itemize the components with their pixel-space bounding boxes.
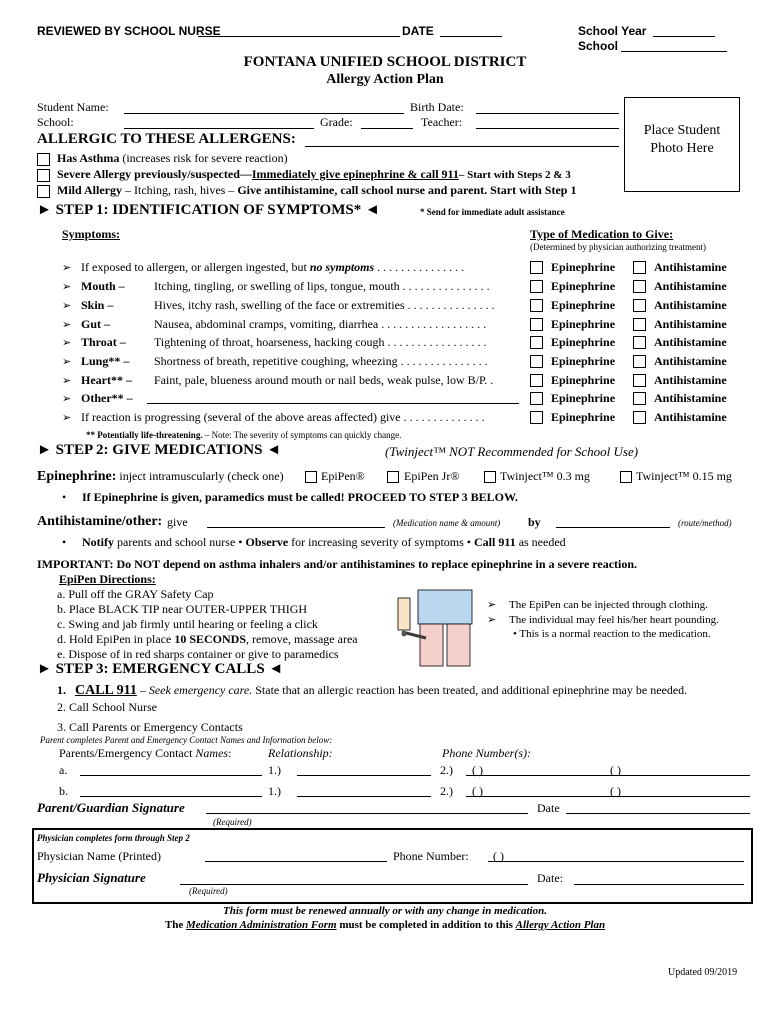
- header-school-label: School: [578, 39, 619, 53]
- reviewed-label: REVIEWED BY SCHOOL NURSE: [37, 24, 221, 38]
- contact-a-label: a.: [59, 763, 68, 777]
- parent-required: (Required): [213, 817, 252, 827]
- symptom-label: Gut –: [81, 317, 111, 331]
- antihistamine-checkbox[interactable]: [633, 392, 646, 405]
- parent-date-label: Date: [537, 801, 560, 815]
- symptom-bullet-icon: ➢: [62, 412, 72, 424]
- school-year-label: School Year: [578, 24, 647, 38]
- epipen-checkbox[interactable]: [305, 471, 317, 483]
- contact-b-label: b.: [59, 784, 68, 798]
- physician-signature-label: Physician Signature: [37, 870, 146, 885]
- severe-allergy-option: [57, 167, 571, 182]
- antihistamine-label: Antihistamine: [654, 391, 727, 405]
- epinephrine-checkbox[interactable]: [530, 374, 543, 387]
- physician-name-field[interactable]: [205, 861, 387, 862]
- symptom-bullet-icon: ➢: [62, 337, 72, 349]
- call-3: 3. Call Parents or Emergency Contacts: [57, 720, 243, 734]
- symptom-text-a: Tightening of throat, hoarseness, hacking cough: [154, 335, 385, 349]
- antihistamine-checkbox[interactable]: [633, 261, 646, 274]
- maf-mid: must be completed in addition to this: [336, 919, 516, 931]
- mild-a: Mild Allergy: [57, 183, 122, 197]
- step1-note: * Send for immediate adult assistance: [420, 207, 565, 217]
- important-note: IMPORTANT: Do NOT depend on asthma inhalers and/or antihistamines to replace epinephrine in a severe reaction.: [37, 557, 638, 571]
- teacher-label: Teacher:: [421, 115, 463, 129]
- epinephrine-checkbox[interactable]: [530, 261, 543, 274]
- notify-b: parents and school nurse •: [114, 535, 246, 549]
- teacher-field[interactable]: [476, 128, 619, 129]
- twinject-note: (Twinject™ NOT Recommended for School Use): [385, 444, 639, 459]
- dir-d: [57, 632, 358, 647]
- side-note-1: The EpiPen can be injected through clothing.: [509, 599, 708, 611]
- severe-b: Immediately give epinephrine & call 911: [251, 167, 459, 181]
- physician-note: Physician completes form through Step 2: [37, 833, 190, 843]
- mild-allergy-option: [57, 183, 576, 198]
- antihistamine-checkbox[interactable]: [633, 318, 646, 331]
- step1-heading: ► STEP 1: IDENTIFICATION OF SYMPTOMS* ◄: [37, 202, 380, 218]
- twinject-03-label: Twinject™ 0.3 mg: [500, 469, 590, 483]
- symptom-text-a: Itching, tingling, or swelling of lips, tongue, mouth: [154, 279, 400, 293]
- epinephrine-label: Epinephrine: [551, 391, 616, 405]
- symptom-bullet-icon: ➢: [62, 319, 72, 331]
- twinject-03-checkbox[interactable]: [484, 471, 496, 483]
- notify-bullet: [82, 535, 566, 550]
- col-names-a: Parents/Emergency Contact: [59, 746, 196, 760]
- contact-a-phone[interactable]: [466, 775, 750, 776]
- photo-line-2: Photo Here: [650, 141, 714, 156]
- epi-label: Epinephrine:: [37, 469, 117, 484]
- symptom-dots: . . . . . . . . . . . . . . .: [397, 354, 488, 368]
- symptom-text: [154, 298, 495, 313]
- symptom-label: Lung** –: [81, 354, 130, 368]
- symptom-text: [154, 335, 487, 350]
- epinephrine-checkbox[interactable]: [530, 318, 543, 331]
- renew-note: This form must be renewed annually or with any change in medication.: [223, 905, 547, 917]
- notify-e: Call 911: [474, 535, 516, 549]
- contact-a-relationship[interactable]: [297, 775, 431, 776]
- dir-d-b: 10 SECONDS: [174, 632, 246, 646]
- parent-date-field[interactable]: [566, 813, 750, 814]
- symptom-label: Heart** –: [81, 373, 132, 387]
- symptom-dots: . . . . . . . . . . . . . . . . . .: [378, 317, 487, 331]
- header-date-line[interactable]: [440, 36, 502, 37]
- epinephrine-checkbox[interactable]: [530, 280, 543, 293]
- student-name-field[interactable]: [124, 113, 404, 114]
- symptom-dots: . . . . . . . . . . . . . . .: [404, 298, 495, 312]
- symptom-bullet-icon: ➢: [62, 393, 72, 405]
- anti-give: give: [167, 515, 188, 529]
- photo-box[interactable]: [624, 97, 740, 192]
- symptom-text-a: If exposed to allergen, or allergen ingested, but: [81, 260, 310, 274]
- symptom-dots: . . . . . . . . . . . . . .: [400, 410, 485, 424]
- symptom-text-a: Nausea, abdominal cramps, vomiting, diarrhea: [154, 317, 379, 331]
- allergens-heading: ALLERGIC TO THESE ALLERGENS:: [37, 131, 296, 147]
- antihistamine-label: Antihistamine: [654, 279, 727, 293]
- symptom-bullet-icon: ➢: [62, 262, 72, 274]
- anti-med-note: (Medication name & amount): [393, 518, 501, 528]
- maf-note: [0, 919, 770, 931]
- notify-c: Observe: [245, 535, 289, 549]
- dir-a: a. Pull off the GRAY Safety Cap: [57, 587, 214, 601]
- col-relationship: Relationship:: [268, 746, 333, 760]
- antihistamine-label: Antihistamine: [654, 373, 727, 387]
- epinephrine-label: Epinephrine: [551, 373, 616, 387]
- antihistamine-checkbox[interactable]: [633, 355, 646, 368]
- notify-f: as needed: [515, 535, 566, 549]
- dir-c: c. Swing and jab firmly until hearing or feeling a click: [57, 617, 318, 631]
- asthma-rest: (increases risk for severe reaction): [119, 151, 288, 165]
- notify-d: for increasing severity of symptoms •: [288, 535, 475, 549]
- footnote-a: ** Potentially life-threatening.: [86, 430, 203, 440]
- contact-a-n1: 1.): [268, 763, 281, 777]
- symptom-text: [154, 354, 488, 369]
- step3-heading: ► STEP 3: EMERGENCY CALLS ◄: [37, 661, 284, 677]
- med-type-label: Type of Medication to Give:: [530, 227, 674, 241]
- shorts-shape: [418, 590, 472, 624]
- anti-route-field[interactable]: [556, 527, 670, 528]
- physician-date-field[interactable]: [574, 884, 744, 885]
- aap-link[interactable]: Allergy Action Plan: [515, 919, 606, 931]
- antihistamine-label: Antihistamine: [654, 410, 727, 424]
- side-arrow-1: ➢: [487, 599, 497, 611]
- epipen-jr-label: EpiPen Jr®: [404, 469, 460, 483]
- symptom-bullet-icon: ➢: [62, 356, 72, 368]
- plan-title: Allergy Action Plan: [326, 72, 444, 87]
- symptom-dots: . . . . . . . . . . . . . . .: [374, 260, 465, 274]
- mild-allergy-checkbox[interactable]: [37, 185, 50, 198]
- call1-c: State that an allergic reaction has been treated, and additional epinephrine may be needed.: [252, 683, 688, 697]
- grade-field[interactable]: [361, 128, 413, 129]
- dir-b: b. Place BLACK TIP near OUTER-UPPER THIGH: [57, 602, 308, 616]
- epinephrine-checkbox[interactable]: [530, 336, 543, 349]
- epi-line: [37, 468, 284, 485]
- severe-a: Severe Allergy previously/suspected—: [57, 167, 252, 181]
- symptom-text-a: Faint, pale, blueness around mouth or nail beds, weak pulse, low B/P. .: [154, 373, 494, 387]
- call1-a: CALL 911: [75, 683, 137, 698]
- antihistamine-checkbox[interactable]: [633, 374, 646, 387]
- contact-a-paren-2: ( ): [610, 763, 621, 777]
- epipen-label: EpiPen®: [321, 469, 365, 483]
- physician-phone-field[interactable]: [488, 861, 744, 862]
- footnote: [86, 430, 401, 440]
- contact-b-paren-1: ( ): [472, 784, 483, 798]
- anti-route-note: (route/method): [678, 518, 732, 528]
- physician-name-label: Physician Name (Printed): [37, 849, 161, 863]
- photo-line-1: Place Student: [643, 123, 721, 138]
- school-label: School:: [37, 115, 74, 129]
- antihistamine-label: Antihistamine: [654, 298, 727, 312]
- call-2: 2. Call School Nurse: [57, 700, 157, 714]
- call1-b: – Seek emergency care.: [136, 683, 253, 697]
- symptom-label: Skin –: [81, 298, 114, 312]
- epipen-jr-checkbox[interactable]: [387, 471, 399, 483]
- col-names: Parents/Emergency Contact Names:: [59, 746, 232, 760]
- physician-phone-paren: ( ): [493, 849, 504, 863]
- epinephrine-label: Epinephrine: [551, 279, 616, 293]
- epi-rest: inject intramuscularly (check one): [116, 469, 284, 483]
- contact-b-name[interactable]: [80, 796, 262, 797]
- header-date-label: DATE: [402, 24, 434, 38]
- bullet-dot-2: •: [62, 535, 67, 549]
- antihistamine-label: Antihistamine: [654, 260, 727, 274]
- contact-a-paren-1: ( ): [472, 763, 483, 777]
- antihistamine-label: Antihistamine: [654, 335, 727, 349]
- symptom-dots: . . . . . . . . . . . . . . .: [399, 279, 490, 293]
- antihistamine-checkbox[interactable]: [633, 336, 646, 349]
- symptom-text: [154, 317, 486, 332]
- anti-by: by: [528, 515, 541, 529]
- contact-b-phone[interactable]: [466, 796, 750, 797]
- call1-num: 1.: [57, 683, 66, 697]
- bullet-dot: •: [62, 490, 67, 504]
- contact-a-name[interactable]: [80, 775, 262, 776]
- symptom-text: [154, 373, 493, 388]
- asthma-checkbox[interactable]: [37, 153, 50, 166]
- symptom-bullet-icon: ➢: [62, 281, 72, 293]
- updated-date: Updated 09/2019: [668, 967, 738, 978]
- twinject-015-checkbox[interactable]: [620, 471, 632, 483]
- allergens-field[interactable]: [305, 146, 619, 147]
- dir-d-c: , remove, massage area: [246, 632, 358, 646]
- antihistamine-checkbox[interactable]: [633, 299, 646, 312]
- anti-name-field[interactable]: [207, 527, 385, 528]
- maf-link[interactable]: Medication Administration Form: [186, 919, 337, 931]
- birth-date-field[interactable]: [476, 113, 619, 114]
- symptom-label: Mouth –: [81, 279, 125, 293]
- mild-c: Give antihistamine, call school nurse and parent. Start with Step 1: [237, 183, 577, 197]
- epinephrine-label: Epinephrine: [551, 317, 616, 331]
- epinephrine-label: Epinephrine: [551, 354, 616, 368]
- district-title: FONTANA UNIFIED SCHOOL DISTRICT: [243, 54, 527, 70]
- twinject-015-label: Twinject™ 0.15 mg: [636, 469, 732, 483]
- med-type-note: (Determined by physician authorizing treatment): [530, 242, 706, 252]
- parent-signature-field[interactable]: [206, 813, 528, 814]
- left-leg-shape: [420, 624, 443, 666]
- parent-note: Parent completes Parent and Emergency Contact Names and Information below:: [40, 735, 333, 745]
- call-911-line: [57, 683, 687, 699]
- epinephrine-checkbox[interactable]: [530, 411, 543, 424]
- step2-heading: ► STEP 2: GIVE MEDICATIONS ◄: [37, 442, 282, 458]
- grade-label: Grade:: [320, 115, 353, 129]
- parent-signature-label: Parent/Guardian Signature: [37, 800, 185, 815]
- symptom-text-b: no symptoms: [309, 260, 375, 274]
- footnote-b: – Note: The severity of symptoms can quickly change.: [202, 430, 402, 440]
- right-leg-shape: [447, 624, 470, 666]
- col-phone: Phone Number(s):: [442, 746, 531, 760]
- symptoms-label: Symptoms:: [62, 227, 121, 241]
- severe-allergy-checkbox[interactable]: [37, 169, 50, 182]
- symptom-text-a: Shortness of breath, repetitive coughing, wheezing: [154, 354, 398, 368]
- side-note-2: The individual may feel his/her heart pounding.: [509, 614, 719, 626]
- col-names-b: Names: [195, 746, 229, 760]
- contact-b-relationship[interactable]: [297, 796, 431, 797]
- symptom-text-a: Hives, itchy rash, swelling of the face or extremities: [154, 298, 405, 312]
- physician-signature-field[interactable]: [180, 884, 528, 885]
- contact-b-n2: 2.): [440, 784, 453, 798]
- contact-b-n1: 1.): [268, 784, 281, 798]
- epipen-thigh-illustration: [396, 588, 476, 668]
- symptom-text-a: If reaction is progressing (several of the above areas affected) give: [81, 410, 401, 424]
- severe-c: – Start with Steps 2 & 3: [458, 169, 571, 181]
- contact-b-paren-2: ( ): [610, 784, 621, 798]
- epinephrine-checkbox[interactable]: [530, 299, 543, 312]
- reviewed-line[interactable]: [198, 36, 400, 37]
- paramedics-bullet: If Epinephrine is given, paramedics must be called! PROCEED TO STEP 3 BELOW.: [82, 490, 518, 504]
- dir-e: e. Dispose of in red sharps container or give to paramedics: [57, 647, 339, 661]
- physician-phone-label: Phone Number:: [393, 849, 469, 863]
- asthma-bold: Has Asthma: [57, 151, 120, 165]
- epinephrine-checkbox[interactable]: [530, 355, 543, 368]
- epipen-directions-heading: EpiPen Directions:: [59, 572, 156, 586]
- symptom-label: Throat –: [81, 335, 126, 349]
- hand-shape: [398, 598, 410, 630]
- side-arrow-2: ➢: [487, 614, 497, 626]
- asthma-option: [57, 151, 288, 166]
- symptom-text: [154, 279, 490, 294]
- physician-required: (Required): [189, 886, 228, 896]
- side-note-3: • This is a normal reaction to the medication.: [513, 628, 711, 640]
- school-year-line[interactable]: [653, 36, 715, 37]
- birth-date-label: Birth Date:: [410, 100, 464, 114]
- epinephrine-label: Epinephrine: [551, 260, 616, 274]
- symptom-dots: . . . . . . . . . . . . . . . . .: [384, 335, 487, 349]
- symptom-bullet-icon: ➢: [62, 375, 72, 387]
- other-symptom-field[interactable]: [147, 403, 519, 404]
- epinephrine-label: Epinephrine: [551, 298, 616, 312]
- antihistamine-label: Antihistamine: [654, 317, 727, 331]
- epinephrine-label: Epinephrine: [551, 335, 616, 349]
- antihistamine-checkbox[interactable]: [633, 411, 646, 424]
- antihistamine-checkbox[interactable]: [633, 280, 646, 293]
- antihistamine-label: Antihistamine: [654, 354, 727, 368]
- epinephrine-label: Epinephrine: [551, 410, 616, 424]
- header-school-line[interactable]: [621, 51, 727, 52]
- school-field[interactable]: [124, 128, 314, 129]
- dir-d-a: d. Hold EpiPen in place: [57, 632, 175, 646]
- student-name-label: Student Name:: [37, 100, 109, 114]
- mild-b: – Itching, rash, hives –: [122, 183, 238, 197]
- epipen-tip: [402, 632, 407, 637]
- symptom-text: [81, 410, 485, 425]
- physician-date-label: Date:: [537, 871, 563, 885]
- symptom-bullet-icon: ➢: [62, 300, 72, 312]
- symptom-text: [81, 260, 464, 275]
- contact-a-n2: 2.): [440, 763, 453, 777]
- anti-label: Antihistamine/other:: [37, 514, 163, 529]
- notify-a: Notify: [82, 535, 114, 549]
- symptom-label: Other** –: [81, 391, 133, 405]
- epinephrine-checkbox[interactable]: [530, 392, 543, 405]
- maf-the: The: [164, 919, 186, 931]
